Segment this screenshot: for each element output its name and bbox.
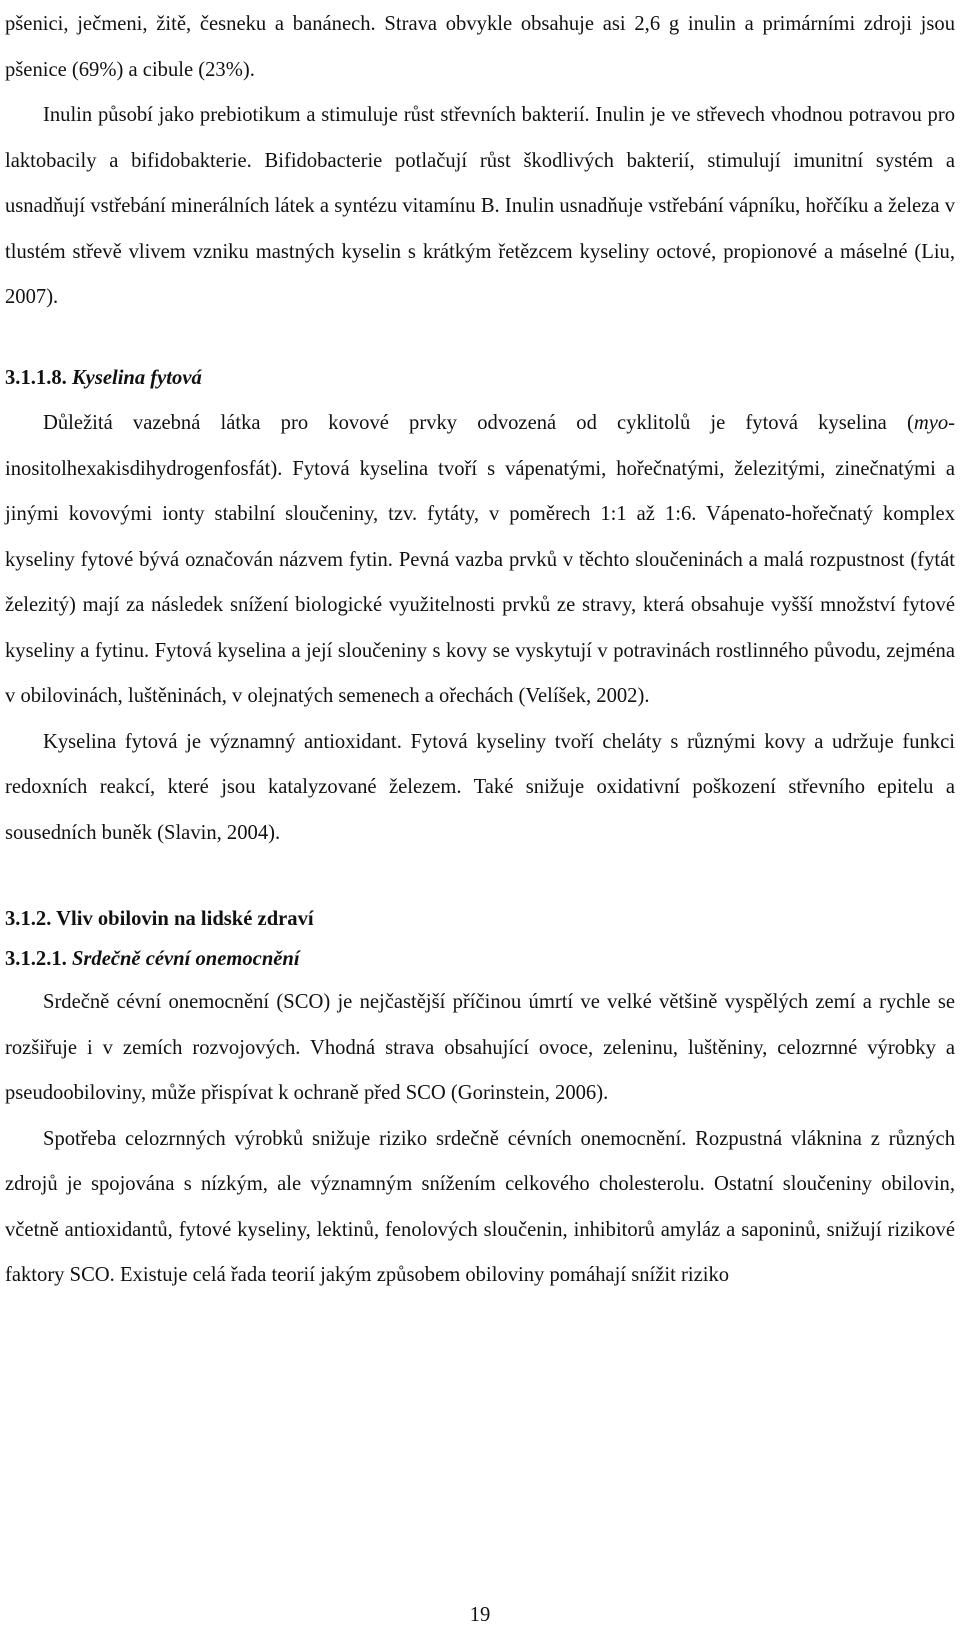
document-page — [5, 0, 955, 1640]
section-title: Vliv obilovin na lidské zdraví — [56, 908, 314, 930]
paragraph-inulin-sources: pšenici, ječmeni, žitě, česneku a banánech. Strava obvykle obsahuje asi 2,6 g inulin a primárními zdroji jsou pšenice (69%) a cibule (23%). — [5, 13, 955, 81]
paragraph-text-start: Důležitá vazebná látka pro kovové prvky odvozená od cyklitolů je fytová kyselina ( — [43, 412, 914, 434]
section-heading-cereals-health — [5, 900, 955, 938]
section-title: Srdečně cévní onemocnění — [71, 948, 300, 970]
subsection-heading-cardiovascular — [5, 938, 955, 980]
paragraph-text-rest: -inositolhexakisdihydrogenfosfát). Fytová kyselina tvoří s vápenatými, hořečnatými, železitými, zinečnatými a jinými kovovými ionty stabilní sloučeniny, tzv. fytáty, v poměrech 1:1 až 1:6. Vápenato-hořečnatý komplex kyseliny fytové bývá označován názvem fytin. Pevná vazba prvků v těchto sloučeninách a malá rozpustnost (fytát železitý) mají za následek snížení biologické využitelnosti prvků ze stravy, která obsahuje vyšší množství fytové kyseliny a fytinu. Fytová kyselina a její sloučeniny s kovy se vyskytují v potravinách rostlinného původu, zejména v obilovinách, luštěninách, v olejnatých semenech a ořechách (Velíšek, 2002). — [5, 412, 955, 707]
italic-term-myo: myo — [913, 412, 949, 434]
paragraph-phytic-acid-antioxidant: Kyselina fytová je významný antioxidant. Fytová kyseliny tvoří cheláty s různými kovy a udržuje funkci redoxních reakcí, které jsou katalyzované železem. Také snižuje oxidativní poškození střevního epitelu a sousedních buněk (Slavin, 2004). — [5, 730, 955, 844]
paragraph-inulin-prebiotic: Inulin působí jako prebiotikum a stimuluje růst střevních bakterií. Inulin je ve střevech vhodnou potravou pro laktobacily a bifidobakterie. Bifidobacterie potlačují růst škodlivých bakterií, stimulují imunitní systém a usnadňují vstřebání minerálních látek a syntézu vitamínu B. Inulin usnadňuje vstřebání vápníku, hořčíku a železa v tlustém střevě vlivem vzniku mastných kyselin s krátkým řetězcem kyseliny octové, propionové a máselné (Liu, 2007). — [5, 104, 955, 308]
page-number: 19 — [469, 1604, 491, 1626]
paragraph-phytic-acid-binding — [5, 401, 955, 720]
section-heading-phytic-acid — [5, 356, 955, 402]
section-number: 3.1.1.8. — [5, 366, 67, 389]
paragraph-wholegrain-consumption: Spotřeba celozrnných výrobků snižuje riziko srdečně cévních onemocnění. Rozpustná vláknina z různých zdrojů je spojována s nízkým, ale významným snížením celkového cholesterolu. Ostatní sloučeniny obilovin, včetně antioxidantů, fytové kyseliny, lektinů, fenolových sloučenin, inhibitorů amyláz a saponinů, snižují rizikové faktory SCO. Existuje celá řada teorií jakým způsobem obiloviny pomáhají snížit riziko — [5, 1127, 955, 1286]
paragraph-cvd-causes: Srdečně cévní onemocnění (SCO) je nejčastější příčinou úmrtí ve velké většině vyspělých zemí a rychle se rozšiřuje i v zemích rozvojových. Vhodná strava obsahující ovoce, zeleninu, luštěniny, celozrnné výrobky a pseudoobiloviny, může přispívat k ochraně před SCO (Gorinstein, 2006). — [5, 991, 955, 1104]
section-title: Kyselina fytová — [71, 366, 202, 389]
section-number: 3.1.2. — [5, 908, 52, 930]
section-number: 3.1.2.1. — [5, 948, 67, 970]
